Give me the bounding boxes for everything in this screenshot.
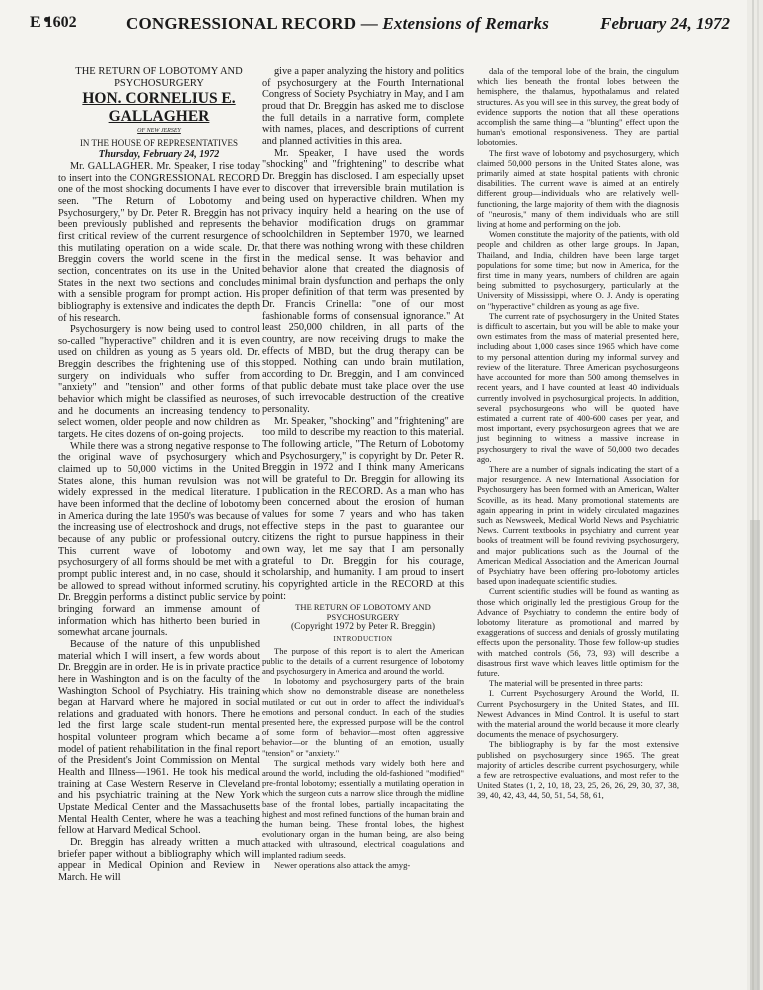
paragraph: While there was a strong negative response to the original wave of psychosurgery which claimed up to 50,000 victims in the United States alone, this human revulsion was not widely expressed in the medical literature. I have been informed that the decline of lobotomy in America during the late 1950's was because of the increasing use of electroshock and drugs, not because of any public or professional outcry. This current wave of lobotomy and psychosurgery of all forms should be met with a prompt public interest and, in no case, should it be allowed to spread without informed scrutiny. Dr. Breggin performs a distinct public service by bringing forward an immense amount of information which has hitherto been buried in somewhat arcane journals. xyxy=(58,440,260,639)
running-title xyxy=(126,14,549,34)
paragraph: Psychosurgery is now being used to control so-called "hyperactive" children and it is even used on children as young as 5 years old. Dr. Breggin describes the frightening use of this surgery on individuals who suffer from "anxiety" and "tension" and other forms of behavior which might be classified as neuroses, and he documents an increasing tendency to select women, older people and now children as targets. He cites dozens of on-going projects. xyxy=(58,324,260,441)
paragraph: The purpose of this report is to alert the American public to the details of a current resurgence of lobotomy and psychosurgery in America and around the world. xyxy=(262,645,464,676)
paragraph: The first wave of lobotomy and psychosurgery, which claimed 50,000 persons in the United States alone, was primarily aimed at state hospital patients with chronic disabilities. The current wave is aimed at an entirely different group—individuals who are relatively well-functioning, the large majority of them with the diagnosis of "neurosis," many of them individuals who are still living at home and performing on the job. xyxy=(477,147,679,230)
paragraph: There are a number of signals indicating the start of a major resurgence. A new International Association for Psychosurgery has been formed with an American, Walter Scoville, as its head. Many promotional statements are again appearing in print in widely circulated magazines such as Newsweek, Medical World News and Psychiatric News. Current textbooks in psychiatry and current year books of treatment will be found reviving psychosurgery, and major publications such as the Journal of the American Medical Association and the American Journal of Psychiatry have been offering pro-lobotomy articles based upon inadequate scientific studies. xyxy=(477,463,679,587)
scanned-page-edge xyxy=(747,0,763,990)
header-date: February 24, 1972 xyxy=(600,14,730,33)
article-title: THE RETURN OF LOBOTOMY AND PSYCHOSURGERY xyxy=(75,66,243,89)
page-number: E 1602 xyxy=(30,14,77,31)
paragraph: Dr. Breggin has already written a much briefer paper without a bibliography which will appear in Medical Opinion and Review in March. He will xyxy=(58,837,260,883)
title-italic: Extensions of Remarks xyxy=(382,14,550,33)
paragraph: Current scientific studies will be found as wanting as those which originally led the prestigious Group for the Advance of Psychiatry to condemn the entire body of lobotomy literature as promotional and marred by exaggerations of success and denials of grossly mutilating effects upon the personality. Those few follow-up studies with matched controls (56, 73, 93) will describe a disastrous first wave which leaves little optimism for the future. xyxy=(477,586,679,678)
section-heading: INTRODUCTION xyxy=(333,634,393,643)
paragraph: Because of the nature of this unpublished material which I will insert, a few words about Dr. Breggin are in order. He is in private practice here in Washington and is on the faculty of the Washington School of Psychiatry. His training began at Harvard where he majored in social relations and graduated with honors. There he led the first large scale student-run mental hospital volunteer program which became a model of patient rehabilitation in the final report of the President's Joint Commission on Mental Health and Illness—1961. He took his medical training at Case Western Reserve in Cleveland and his psychiatric training at the New York Upstate Medical Center and the Massachusetts Mental Health Center, where he was a teaching fellow at Harvard Medical School. xyxy=(58,638,260,837)
paragraph: dala of the temporal lobe of the brain, the cingulum which lies beneath the frontal lobes between the hemisphere, the thalamus, hypothalamus and related structures. As you will see in this survey, the great body of evidence supports the notion that all these operations accomplish the same thing—a "blunting" effect upon the human's emotional responsiveness. They are partial lobotomies. xyxy=(477,66,679,148)
speech-date: Thursday, February 24, 1972 xyxy=(98,149,220,161)
page-header xyxy=(30,14,730,34)
paragraph: give a paper analyzing the history and politics of psychosurgery at the Fourth International Congress of Society Psychiatry in May, and I am proud that Dr. Breggin has asked me to disclose the full details in a narrative form, complete with names, places, and descriptions of current and planned activities in this area. xyxy=(262,66,464,147)
paragraph: Women constitute the majority of the patients, with old people and children as other large groups. In Japan, Thailand, and India, children have been large target populations for some time; but now in America, for the first time in many years, numbers of children are again being submitted to psychosurgery, particularly at the University of Mississippi, where O. J. Andy is operating on "hyperactive" children as young as age five. xyxy=(477,229,679,311)
paragraph: In lobotomy and psychosurgery parts of the brain which show no demonstrable disease are nonetheless mutilated or cut out in order to affect the individual's emotions and personal conduct. In each of the studies presented here, the expressed purpose will be the control of some form of behavior—most often aggressive behavior—or the blunting of an emotion, usually "tension" or "anxiety." xyxy=(262,676,464,758)
column-1 xyxy=(58,66,260,884)
speaker-state: OF NEW JERSEY xyxy=(137,128,181,134)
paragraph: The material will be presented in three parts: xyxy=(489,678,643,689)
paragraph: Mr. GALLAGHER. Mr. Speaker, I rise today to insert into the CONGRESSIONAL RECORD one of the most shocking documents I have ever seen. "The Return of Lobotomy and Psychosurgery," by Dr. Peter R. Breggin has not been previously published and represents the first critical review of the current resurgence of this mutilating operation on a wide scale. Dr. Breggin covers the world scene in the first section, concentrates on its use in the United States in the next two sections and concludes with a sensible program for prompt action. His bibliography is extensive and indicates the depth of his research. xyxy=(58,160,260,324)
inserted-article-title: THE RETURN OF LOBOTOMY AND PSYCHOSURGERY xyxy=(295,602,431,623)
inserted-article-body xyxy=(262,646,464,870)
title-main: CONGRESSIONAL RECORD — xyxy=(126,14,378,33)
paragraph: I. Current Psychosurgery Around the World, II. Current Psychosurgery in the United States, and III. Newest Advances in Mind Control. It is useful to start with the material around the world because it more clearly documents the menace of psychosurgery. xyxy=(477,688,679,740)
paragraph: The bibliography is by far the most extensive published on psychosurgery since 1965. The great majority of articles describe current psychosurgery, while a few are retrospective evaluations, and most refer to the United States (1, 2, 10, 18, 23, 25, 26, 26, 29, 30, 37, 38, 39, 40, 42, 43, 44, 50, 51, 54, 58, 61, xyxy=(477,739,679,801)
column-2 xyxy=(262,66,464,870)
paragraph: The current rate of psychosurgery in the United States is difficult to ascertain, but you will be able to make your own estimates from the mass of material presented here, including about 1,000 cases since 1965 which have come to my personal attention during my informal survey and review of the literature. Three American psychosurgeons have accounted for more than 500 among themselves in recent years, and I have counted at least 40 individuals currently involved in psychosurgical projects. In addition, several psychosurgeons who will be quoted have estimated a current rate of 400-600 cases per year, and most important, every psychosurgeon agrees that we are just beginning to witness a massive increase in psychosurgery to rival the wave of 50,000 two decades ago. xyxy=(477,310,679,464)
copyright-line: (Copyright 1972 by Peter R. Breggin) xyxy=(290,622,436,633)
paragraph: The surgical methods vary widely both here and around the world, including the old-fashioned "modified" pre-frontal lobotomy; essentially a mutilating operation in which the surgeon cuts a narrow slice through the midline base of the frontal lobes, partially incapacitating the highest and most refined functions of the human brain and the human being. These frontal lobes, the highest evolutionary organ in the human being, are also being attacked with ultrasound, electrical coagulations and implanted radium seeds. xyxy=(262,757,464,860)
column-3 xyxy=(477,66,679,801)
house-line: IN THE HOUSE OF REPRESENTATIVES xyxy=(79,137,239,148)
paragraph: Newer operations also attack the amyg- xyxy=(274,859,411,870)
paragraph: Mr. Speaker, "shocking" and "frightening" are too mild to describe my reaction to this material. The following article, "The Return of Lobotomy and Psychosurgery," is copyright by Dr. Peter R. Breggin in 1972 and I think many Americans will be grateful to Dr. Breggin for allowing its publication in the RECORD. As a man who has been concerned about the erosion of human values for some 7 years and who has taken effective steps in the past to guarantee our citizens the right to pursue happiness in their own way, let me say that I am personally grateful to Dr. Breggin for his courage, scholarship, and humanity. I am proud to insert his copyrighted article in the RECORD at this point: xyxy=(262,415,464,602)
speaker-name: HON. CORNELIUS E. GALLAGHER xyxy=(82,90,236,125)
paragraph: Mr. Speaker, I have used the words "shocking" and "frightening" to describe what Dr. Breggin has disclosed. I am especially upset to discover that irreversible brain mutilation is being used on hyperactive children. When my privacy inquiry held a hearing on the use of behavior modification drugs on grammar schoolchildren in September 1970, we learned that there was nothing wrong with these children in the medical sense. It was behavior and behavior alone that created the diagnosis of minimal brain dysfunction and perhaps the only proper definition of that term was presented by Dr. Francis Crinella: "one of our most fashionable forms of consensual ignorance." At least 250,000 children, in all parts of the country, are now receiving drugs to make the effects of MBD, but the drug therapy can be stopped. Nothing can undo brain mutilation, according to Dr. Breggin, and I am convinced that public debate must take place over the use of such irrevocable destruction of the creative personality. xyxy=(262,147,464,416)
